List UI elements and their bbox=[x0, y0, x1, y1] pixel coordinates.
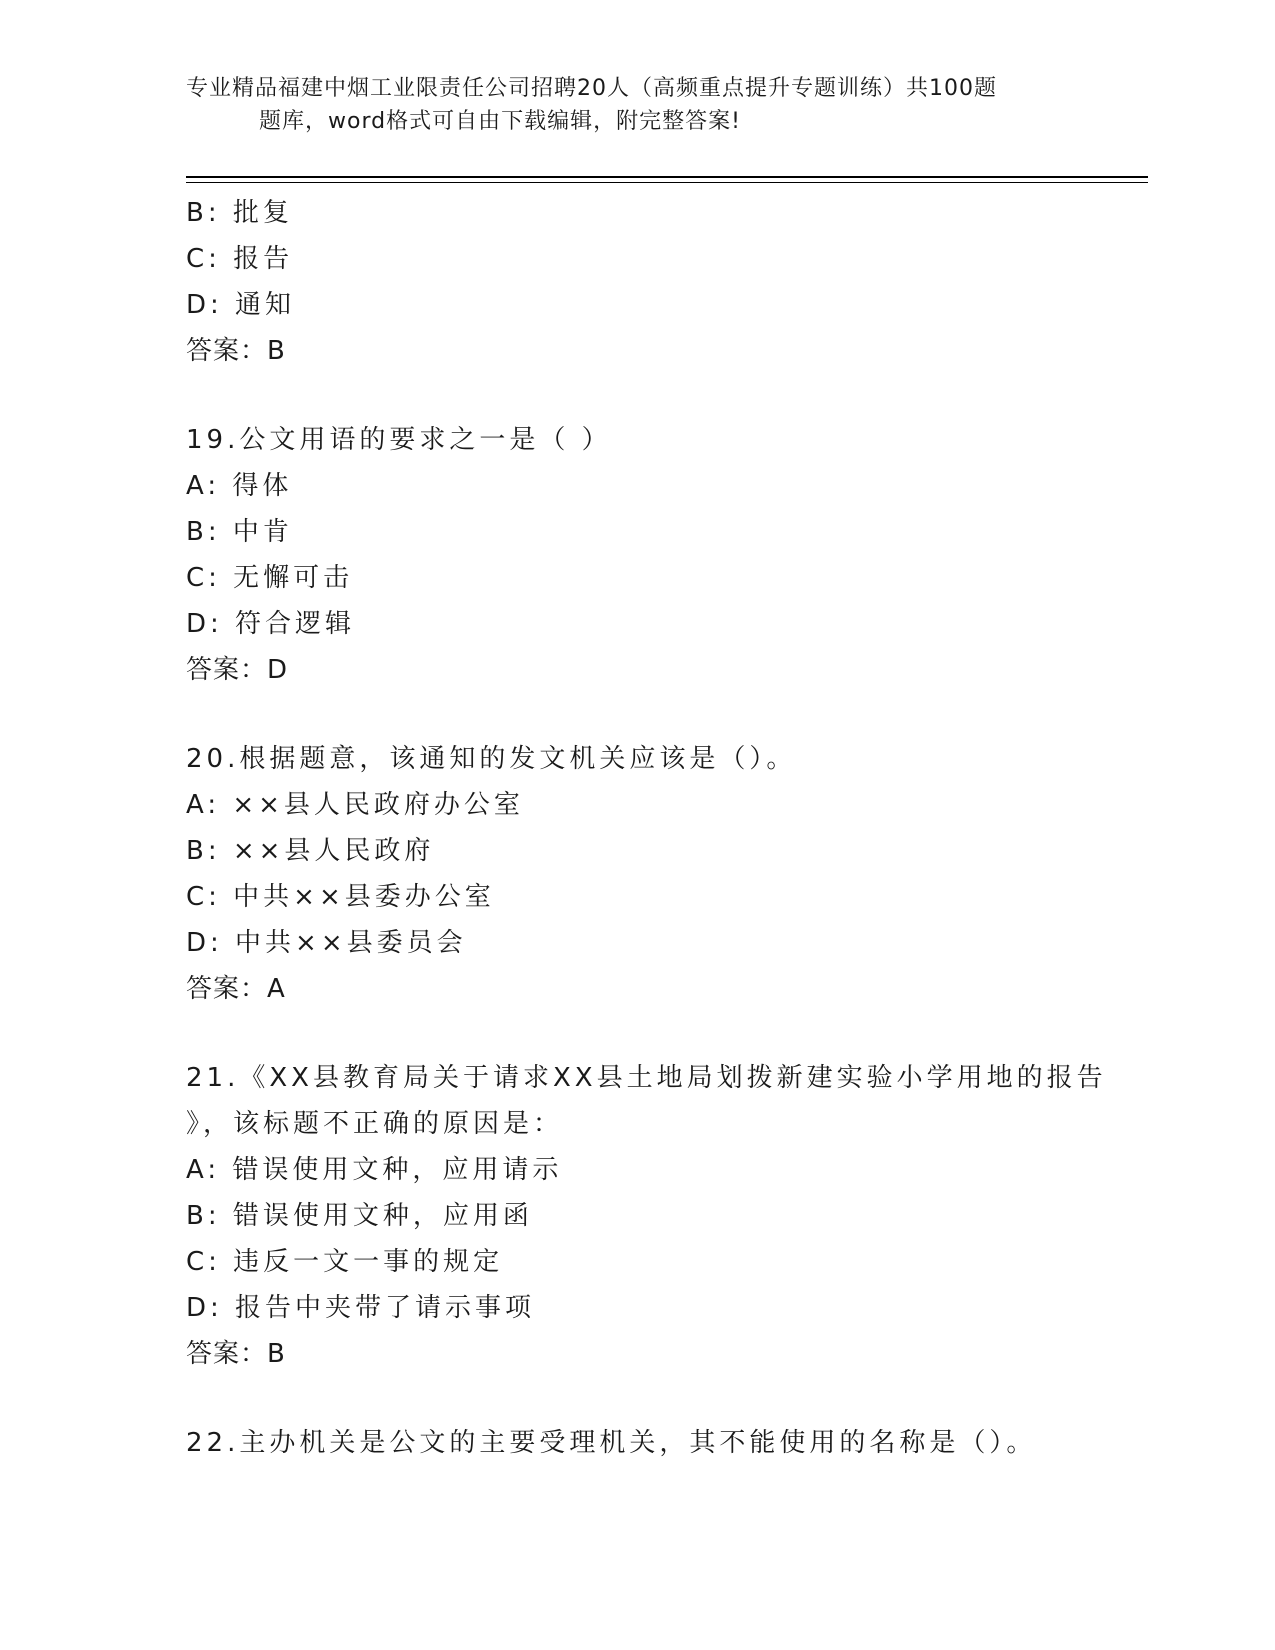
question-stem-line1: 21.《XX县教育局关于请求XX县土地局划拨新建实验小学用地的报告 bbox=[186, 1063, 1107, 1093]
option-a: A: 错误使用文种，应用请示 bbox=[186, 1155, 563, 1185]
answer-line: 答案：D bbox=[186, 655, 289, 685]
question-20 bbox=[186, 736, 1086, 1012]
option-c: C: 无懈可击 bbox=[186, 563, 354, 593]
option-b: B: 批复 bbox=[186, 198, 293, 228]
option-d: D: 中共××县委员会 bbox=[186, 928, 467, 958]
option-d: D: 通知 bbox=[186, 290, 296, 320]
option-c: C: 违反一文一事的规定 bbox=[186, 1247, 504, 1277]
question-22 bbox=[186, 1420, 1086, 1466]
answer-line: 答案：B bbox=[186, 336, 286, 366]
header-divider-thin bbox=[186, 182, 1148, 183]
option-d: D: 报告中夹带了请示事项 bbox=[186, 1293, 536, 1323]
question-stem: 19.公文用语的要求之一是（ ） bbox=[186, 425, 612, 455]
question-stem-line2: 》，该标题不正确的原因是： bbox=[186, 1109, 564, 1139]
answer-line: 答案：A bbox=[186, 974, 286, 1004]
option-c: C: 报告 bbox=[186, 244, 294, 274]
option-a: A: 得体 bbox=[186, 471, 293, 501]
spacer bbox=[186, 374, 1086, 417]
page-header bbox=[186, 72, 1086, 138]
option-b: B: 中肯 bbox=[186, 517, 293, 547]
question-21 bbox=[186, 1055, 1107, 1377]
spacer bbox=[186, 693, 1086, 736]
header-title-line2: 题库，word格式可自由下载编辑，附完整答案! bbox=[259, 109, 741, 134]
option-c: C: 中共××县委办公室 bbox=[186, 882, 495, 912]
spacer bbox=[186, 1377, 1086, 1420]
question-stem: 20.根据题意，该通知的发文机关应该是（）。 bbox=[186, 744, 797, 774]
option-a: A: ××县人民政府办公室 bbox=[186, 790, 524, 820]
header-divider-thick bbox=[186, 176, 1148, 178]
spacer bbox=[186, 1012, 1086, 1055]
question-list bbox=[186, 190, 1107, 1466]
question-stem: 22.主办机关是公文的主要受理机关，其不能使用的名称是（）。 bbox=[186, 1428, 1037, 1458]
header-title-line1: 专业精品福建中烟工业限责任公司招聘20人（高频重点提升专题训练）共100题 bbox=[186, 76, 997, 101]
option-d: D: 符合逻辑 bbox=[186, 609, 356, 639]
question-18-continuation bbox=[186, 190, 1086, 374]
answer-line: 答案：B bbox=[186, 1339, 286, 1369]
option-b: B: 错误使用文种，应用函 bbox=[186, 1201, 533, 1231]
option-b: B: ××县人民政府 bbox=[186, 836, 435, 866]
question-19 bbox=[186, 417, 1086, 693]
